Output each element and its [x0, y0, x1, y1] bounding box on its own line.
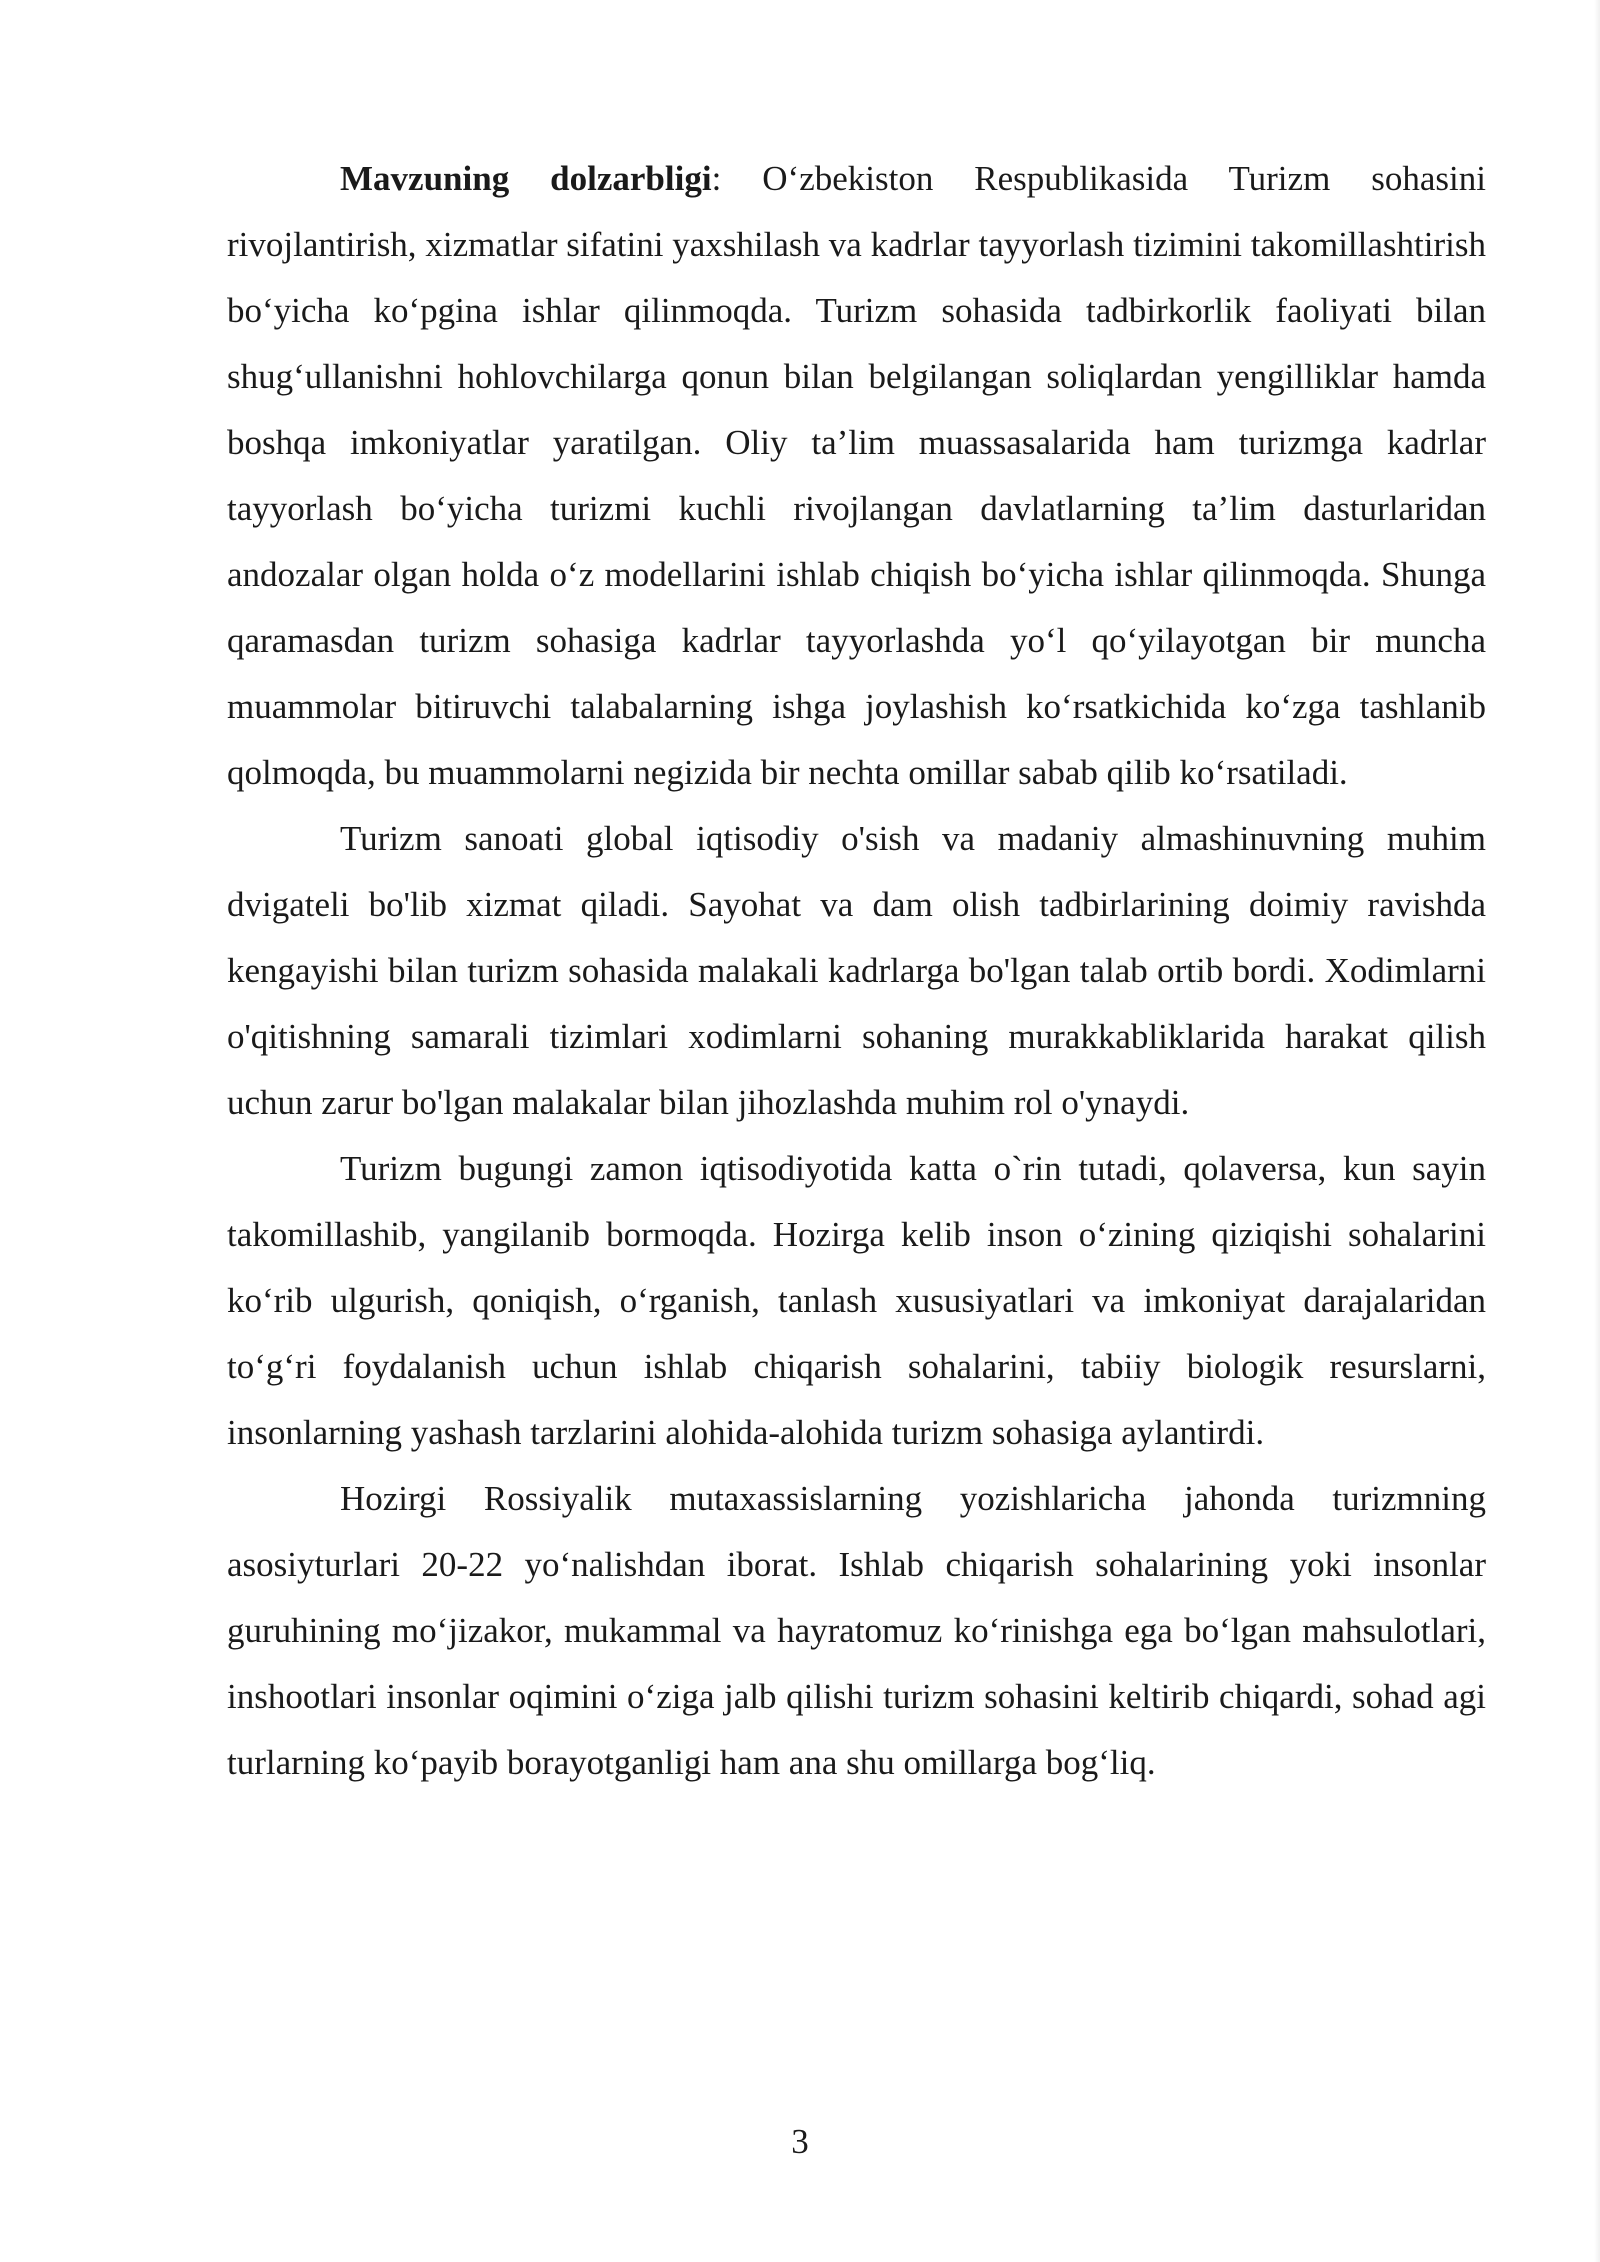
paragraph-text: Turizm bugungi zamon iqtisodiyotida katta o`rin tutadi, qolaversa, kun sayin takomillashib, yangilanib bormoqda. Hozirga kelib inson o‘zining qiziqishi sohalarini ko‘rib ulgurish, qoniqish, o‘rganish, tanlash xususiyatlari va imkoniyat darajalaridan to‘g‘ri foydalanish uchun ishlab chiqarish sohalarini, tabiiy biologik resurslarni, insonlarning yashash tarzlarini alohida-alohida turizm sohasiga aylantirdi.: [227, 1149, 1486, 1452]
paragraph-text: Turizm sanoati global iqtisodiy o'sish va madaniy almashinuvning muhim dvigateli bo'lib xizmat qiladi. Sayohat va dam olish tadbirlarining doimiy ravishda kengayishi bilan turizm sohasida malakali kadrlarga bo'lgan talab ortib bordi. Xodimlarni o'qitishning samarali tizimlari xodimlarni sohaning murakkabliklarida harakat qilish uchun zarur bo'lgan malakalar bilan jihozlashda muhim rol o'ynaydi.: [227, 819, 1486, 1122]
document-body: [227, 146, 1486, 1796]
page-number: 3: [791, 2122, 809, 2161]
paragraph-text: : O‘zbekiston Respublikasida Turizm sohasini rivojlantirish, xizmatlar sifatini yaxshilash va kadrlar tayyorlash tizimini takomillashtirish bo‘yicha ko‘pgina ishlar qilinmoqda. Turizm sohasida tadbirkorlik faoliyati bilan shug‘ullanishni hohlovchilarga qonun bilan belgilangan soliqlardan yengilliklar hamda boshqa imkoniyatlar yaratilgan. Oliy ta’lim muassasalarida ham turizmga kadrlar tayyorlash bo‘yicha turizmi kuchli rivojlangan davlatlarning ta’lim dasturlaridan andozalar olgan holda o‘z modellarini ishlab chiqish bo‘yicha ishlar qilinmoqda. Shunga qaramasdan turizm sohasiga kadrlar tayyorlashda yo‘l qo‘yilayotgan bir muncha muammolar bitiruvchi talabalarning ishga joylashish ko‘rsatkichida ko‘zga tashlanib qolmoqda, bu muammolarni negizida bir nechta omillar sabab qilib ko‘rsatiladi.: [227, 159, 1486, 792]
paragraph-text: Hozirgi Rossiyalik mutaxassislarning yozishlaricha jahonda turizmning asosiyturlari 20-22 yo‘nalishdan iborat. Ishlab chiqarish sohalarining yoki insonlar guruhining mo‘jizakor, mukammal va hayratomuz ko‘rinishga ega bo‘lgan mahsulotlari, inshootlari insonlar oqimini o‘ziga jalb qilishi turizm sohasini keltirib chiqardi, sohad agi turlarning ko‘payib borayotganligi ham ana shu omillarga bog‘liq.: [227, 1479, 1486, 1782]
paragraph-tourism-types: [227, 1466, 1486, 1796]
paragraph-modern-economy: [227, 1136, 1486, 1466]
paragraph-relevance: [227, 146, 1486, 806]
paragraph-tourism-industry: [227, 806, 1486, 1136]
page-edge-shadow: [1594, 0, 1600, 2262]
paragraph-lead-heading: Mavzuning dolzarbligi: [340, 159, 712, 198]
